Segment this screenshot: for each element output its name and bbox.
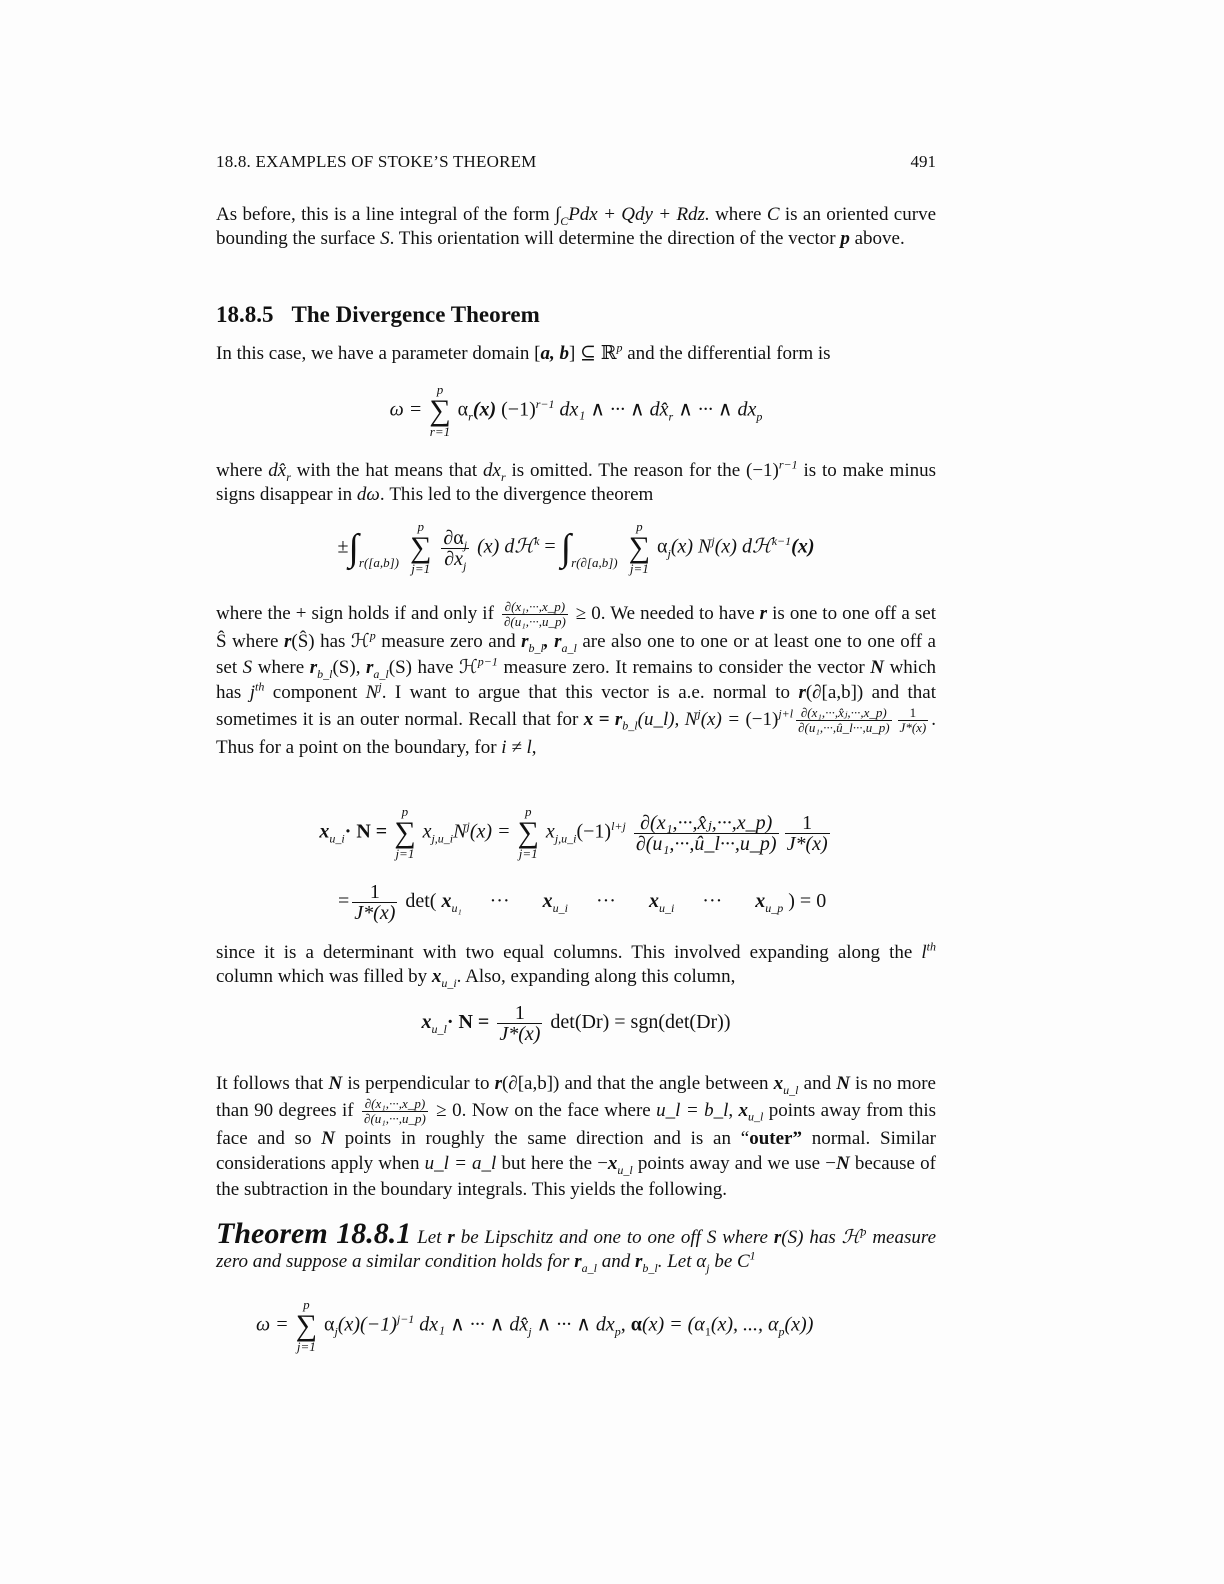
paragraph-equal-columns: since it is a determinant with two equal columns. This involved expanding along the $l^{th}$ column which was filled by $x_{u\_i}$. Also, expanding along this column, [216,939,936,990]
theorem-label: Theorem 18.8.1 [216,1217,412,1250]
equation-omega-alpha: ω = p ∑ j=1 $\alpha_j(x)(-1)^{j-1}$ dx₁ ∧ ··· ∧ $dx̂_j$ ∧ ··· ∧ $dx_p$, $\alpha(x) = (\alpha_1(x)$, ..., $\alpha_p(x)$) [256,1297,814,1354]
equation-omega: ω = p ∑ r=1 $\alpha_r(x)$ $(-1)^{r-1}$ dx₁ ∧ ··· ∧ $dx̂_r$ ∧ ··· ∧ $dx_p$ [389,382,763,439]
page [216,0,936,1584]
header-section-title: 18.8. EXAMPLES OF STOKE’S THEOREM [216,152,537,171]
equation-sgn-det: $x_{u\_l}\cdot N$ = $\frac{1}{J*(x)}$ det(Dr) = sgn(det(Dr)) [421,1002,731,1045]
section-heading [216,303,936,327]
theorem-statement: Theorem 18.8.1 Let r be Lipschitz and one to one off S where r(S) has ℋ$^p$ measure zero and suppose a similar condition holds for $r_{a\_l}$ and $r_{b\_l}$. Let $\alpha_j$ be $C^1$ [216,1217,936,1275]
equation-divergence-theorem: $\pm\int_{r([a,b])}$ p ∑ j=1 $\frac{\partial\alpha_j}{\partial x_j}$ (x) dℋ$^k$ = $\int_{r(\partial[a,b])}$ p ∑ j=1 $\alpha_j(x)$ $N^j(x)$ dℋ$^{k-1}$(x) [337,519,815,576]
equation-dot-product-sum: $x_{u\_i}\cdot N$ = p ∑ j=1 $x_{j,u\_i}N^j(x)$ = p ∑ j=1 $x_{j,u\_i}(-1)^{l+j}$ $\frac{\text{∂(x₁,···,x̂ⱼ,···,x\_p)}}{\text{∂(u₁,···,û\_l···,u\_p)}}$ $\frac{1}{J*(x)}$ [319,804,828,861]
header-page-number: 491 [910,152,936,171]
section-number: 18.8.5 [216,302,274,327]
paragraph-outer-normal: It follows that N is perpendicular to r(∂[a,b]) and that the angle between $x_{u\_l}$ and N is no more than 90 degrees if $\frac{\text{∂(x₁,···,x\_p)}}{\text{∂(u₁,···,u\_p)}}$ ≥ 0. Now on the face where u_l = b_l, $x_{u\_l}$ points away from this face and so N points in roughly the same direction and is an “outer” normal. Similar considerations apply when u_l = a_l but here the $-x_{u\_l}$ points away and we use −N because of the subtraction in the boundary integrals. This yields the following. [216,1073,937,1200]
paragraph-hat-explanation: where $dx̂_r$ with the hat means that $dx_r$ is omitted. The reason for the $(-1)^{r-1}$ is to make minus signs disappear in dω. This led to the divergence theorem [216,457,937,505]
intro-paragraph: As before, this is a line integral of the form $\int_CPdx$ + Qdy + Rdz. where C is an oriented curve bounding the surface S. This orientation will determine the direction of the vector p above. [216,204,936,249]
section-title: The Divergence Theorem [291,302,540,327]
equation-determinant-zero: = $\frac{1}{J*(x)}$ det( $x_{u_1}$ ··· $x_{u\_i}$ ··· $x_{u\_i}$ ··· $x_{u\_p}$ ) = 0 [338,881,827,924]
paragraph-sign-condition: where the + sign holds if and only if $\frac{\text{∂(x₁,···,x\_p)}}{\text{∂(u₁,···,u\_p)}}$ ≥ 0. We needed to have r is one to one off a set Ŝ where r(Ŝ) has ℋ$^p$ measure zero and $r_{b\_l}$, $r_{a\_l}$ are also one to one or at least one to one off a set S where $r_{b\_l}(S)$, $r_{a\_l}(S)$ have ℋ$^{p-1}$ measure zero. It remains to consider the vector N which has $j^{th}$ component $N^j$. I want to argue that this vector is a.e. normal to r(∂[a,b]) and that sometimes it is an outer normal. Recall that for $x = r_{b\_l}(u\_l)$, $N^j(x) = (-1)^{j+l}$ $\frac{\text{∂(x₁,···,x̂ⱼ,···,x\_p)}}{\text{∂(u₁,···,û\_l···,u\_p)}}$ $\frac{1}{J*(x)}$ . Thus for a point on the boundary, for i ≠ l, [216,599,936,758]
paragraph-parameter-domain: In this case, we have a parameter domain [a, b] ⊆ ℝ$^p$ and the differential form is [216,340,831,364]
